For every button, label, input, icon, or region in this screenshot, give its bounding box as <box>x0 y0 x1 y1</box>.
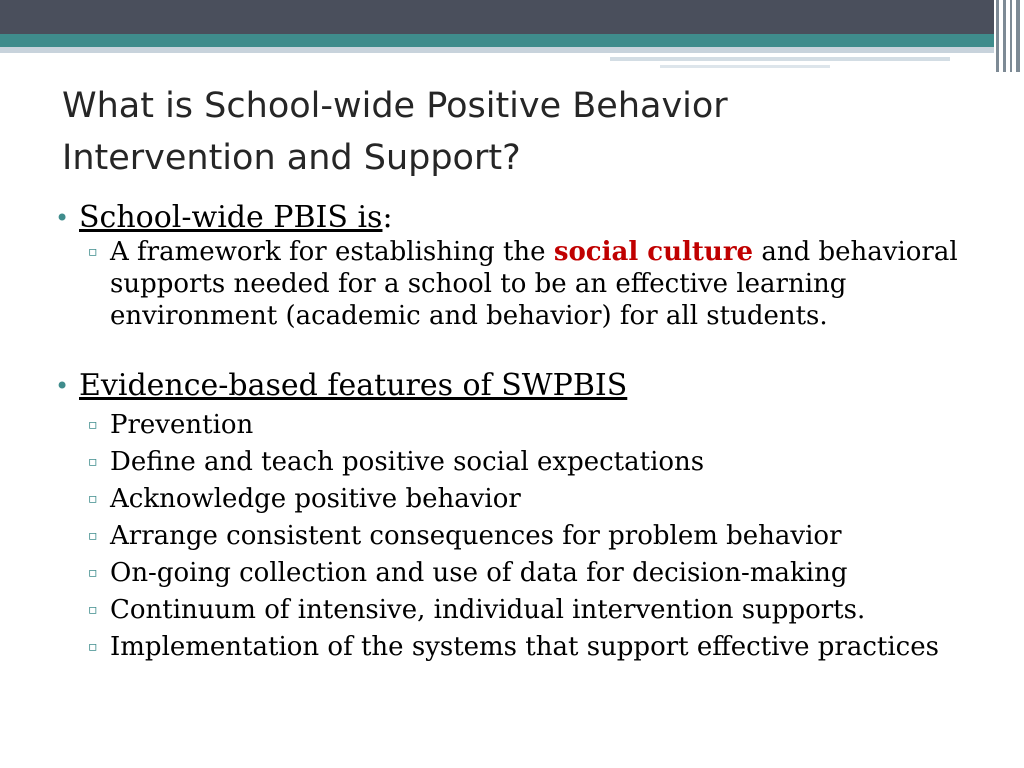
bullet-evidence-features <box>55 368 1005 404</box>
header-accent-stripe <box>0 34 1024 47</box>
header-light-band <box>0 47 1024 53</box>
bullet-dot-icon: • <box>55 204 70 232</box>
bullet-heading: School-wide PBIS is <box>79 200 383 235</box>
square-bullet-icon <box>88 594 98 626</box>
slide-title <box>62 80 962 184</box>
list-item <box>55 594 1005 626</box>
framework-text-start: A framework for establishing the <box>110 237 554 267</box>
square-bullet-icon <box>88 557 98 589</box>
list-item <box>55 557 1005 589</box>
square-bullet-icon <box>88 631 98 663</box>
list-item <box>55 631 1005 663</box>
bullet-heading-suffix: : <box>382 200 393 235</box>
decorative-stripe <box>610 57 950 61</box>
framework-text-end: and behavioral supports needed for a school to be an effective learning environment (academic and behavior) for all students. <box>110 237 958 331</box>
square-bullet-icon <box>88 520 98 552</box>
list-item-text: Implementation of the systems that support effective practices <box>110 632 939 662</box>
list-item <box>55 483 1005 515</box>
list-item-text: Arrange consistent consequences for problem behavior <box>110 521 842 551</box>
list-item-text: On-going collection and use of data for decision-making <box>110 558 848 588</box>
list-item-text: Acknowledge positive behavior <box>110 484 521 514</box>
slide-body <box>55 200 1005 663</box>
sub-bullet-framework <box>55 236 1005 332</box>
square-bullet-icon <box>88 446 98 478</box>
bullet-dot-icon: • <box>55 372 70 400</box>
slide-title-line-2: Intervention and Support? <box>62 138 521 178</box>
decorative-vertical-lines <box>994 0 1024 72</box>
list-item-text: Define and teach positive social expectations <box>110 447 705 477</box>
square-bullet-icon <box>88 483 98 515</box>
evidence-features-list <box>55 409 1005 663</box>
list-item-text: Continuum of intensive, individual intervention supports. <box>110 595 866 625</box>
bullet-heading: Evidence-based features of SWPBIS <box>79 368 628 403</box>
bullet-school-wide-pbis <box>55 200 1005 236</box>
square-bullet-icon <box>88 236 98 268</box>
slide-title-line-1: What is School-wide Positive Behavior <box>62 86 728 126</box>
list-item <box>55 520 1005 552</box>
decorative-stripe-short <box>660 65 830 68</box>
list-item-text: Prevention <box>110 410 254 440</box>
list-item <box>55 446 1005 478</box>
list-item <box>55 409 1005 441</box>
social-culture-highlight: social culture <box>553 237 754 267</box>
square-bullet-icon <box>88 409 98 441</box>
header-bar <box>0 0 1024 34</box>
